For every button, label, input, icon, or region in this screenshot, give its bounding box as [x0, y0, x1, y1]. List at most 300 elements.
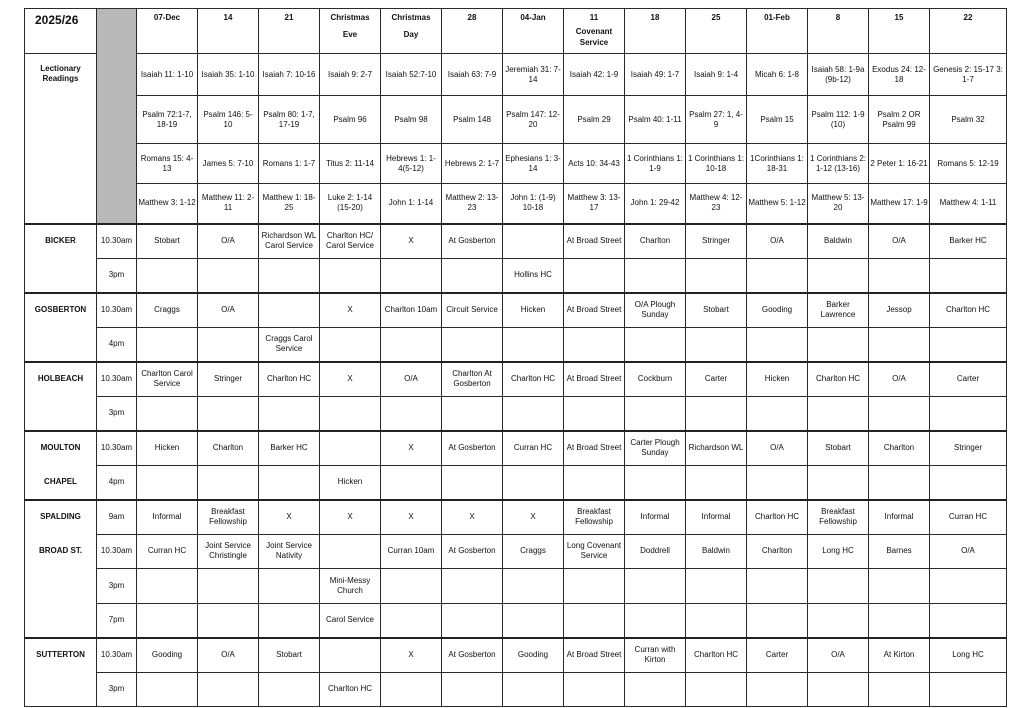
preacher-cell [625, 465, 686, 500]
preacher-cell [259, 672, 320, 707]
service-time: 7pm [97, 603, 137, 638]
reading-cell: John 1: (1-9) 10-18 [503, 184, 564, 224]
preacher-cell: Jessop [869, 293, 930, 328]
service-row [25, 431, 1007, 466]
preacher-cell: Stobart [686, 293, 747, 328]
preacher-cell: Charlton HC [686, 638, 747, 673]
preacher-cell: X [503, 500, 564, 535]
column-date: 01-Feb [764, 13, 790, 22]
preacher-cell [747, 258, 808, 293]
preacher-cell [564, 258, 625, 293]
preacher-cell: O/A [808, 638, 869, 673]
preacher-cell: Doddrell [625, 534, 686, 569]
preacher-cell: Joint Service Nativity [259, 534, 320, 569]
preacher-cell: X [381, 431, 442, 466]
preacher-cell [625, 603, 686, 638]
preacher-cell: Charlton Carol Service [137, 362, 198, 397]
preacher-cell: Charlton HC [747, 500, 808, 535]
preacher-cell [381, 465, 442, 500]
preacher-cell [686, 465, 747, 500]
preacher-cell [137, 603, 198, 638]
column-subtitle: Covenant Service [575, 27, 613, 47]
lectionary-row [25, 184, 1007, 224]
preacher-cell: Curran with Kirton [625, 638, 686, 673]
service-row [25, 258, 1007, 293]
preacher-cell: Stobart [808, 431, 869, 466]
church-name: GOSBERTON [25, 293, 97, 328]
reading-cell: Titus 2: 11-14 [320, 144, 381, 184]
preacher-cell [442, 569, 503, 604]
preacher-cell [686, 603, 747, 638]
column-header [808, 9, 869, 54]
reading-cell: Matthew 1: 18-25 [259, 184, 320, 224]
preacher-cell: X [381, 224, 442, 259]
preacher-cell [747, 603, 808, 638]
preacher-cell: O/A [747, 224, 808, 259]
preacher-cell [320, 396, 381, 431]
preacher-cell: O/A [198, 293, 259, 328]
preacher-cell: O/A [198, 638, 259, 673]
preacher-cell: Craggs [137, 293, 198, 328]
preacher-cell: Carter [686, 362, 747, 397]
preacher-cell: Curran 10am [381, 534, 442, 569]
service-row [25, 224, 1007, 259]
column-header [625, 9, 686, 54]
preacher-cell [503, 465, 564, 500]
preacher-cell [564, 672, 625, 707]
preacher-cell: At Broad Street [564, 224, 625, 259]
preacher-cell [747, 396, 808, 431]
church-name [25, 603, 97, 638]
column-date: 22 [963, 13, 973, 22]
preacher-cell: Breakfast Fellowship [808, 500, 869, 535]
reading-cell: James 5: 7-10 [198, 144, 259, 184]
preacher-cell [442, 603, 503, 638]
preacher-cell: Hollins HC [503, 258, 564, 293]
preacher-cell: O/A [198, 224, 259, 259]
preacher-cell: O/A Plough Sunday [625, 293, 686, 328]
preacher-cell: Charlton HC/ Carol Service [320, 224, 381, 259]
reading-cell: Isaiah 11: 1-10 [137, 54, 198, 96]
preacher-cell: Mini-Messy Church [320, 569, 381, 604]
preacher-cell: Richardson WL [686, 431, 747, 466]
preacher-cell [625, 258, 686, 293]
reading-cell: Psalm 72:1-7, 18-19 [137, 96, 198, 144]
preacher-cell: Stringer [686, 224, 747, 259]
church-name: HOLBEACH [25, 362, 97, 397]
reading-cell: 1 Corinthians 1: 1-9 [625, 144, 686, 184]
column-date: 25 [711, 13, 721, 22]
preacher-cell [747, 327, 808, 362]
column-date: 07-Dec [153, 13, 181, 22]
reading-cell: Psalm 29 [564, 96, 625, 144]
preacher-cell [198, 569, 259, 604]
column-date: Christmas [391, 13, 431, 22]
preacher-cell [137, 465, 198, 500]
preacher-cell: Barker HC [930, 224, 1007, 259]
preacher-cell [259, 465, 320, 500]
preacher-cell: O/A [930, 534, 1007, 569]
column-date: 18 [650, 13, 660, 22]
reading-cell: Matthew 4: 1-11 [930, 184, 1007, 224]
preacher-cell: Gooding [747, 293, 808, 328]
reading-cell: Hebrews 2: 1-7 [442, 144, 503, 184]
preacher-cell [686, 327, 747, 362]
preacher-cell [198, 603, 259, 638]
preacher-cell: Gooding [503, 638, 564, 673]
column-header [198, 9, 259, 54]
preacher-cell [259, 293, 320, 328]
reading-cell: Matthew 11: 2-11 [198, 184, 259, 224]
preacher-cell [381, 327, 442, 362]
preacher-cell: Barker HC [259, 431, 320, 466]
service-time: 10.30am [97, 293, 137, 328]
reading-cell: Matthew 5: 13-20 [808, 184, 869, 224]
preacher-cell [564, 465, 625, 500]
preacher-cell: Carter [747, 638, 808, 673]
service-time: 3pm [97, 569, 137, 604]
preacher-cell: X [259, 500, 320, 535]
reading-cell: Matthew 2: 13-23 [442, 184, 503, 224]
church-name [25, 672, 97, 707]
preacher-cell: Breakfast Fellowship [564, 500, 625, 535]
service-row [25, 569, 1007, 604]
preacher-cell: At Gosberton [442, 638, 503, 673]
preacher-cell: At Broad Street [564, 431, 625, 466]
preacher-cell [930, 258, 1007, 293]
reading-cell: 1 Corinthians 2: 1-12 (13-16) [808, 144, 869, 184]
service-time: 10.30am [97, 534, 137, 569]
reading-cell: Psalm 32 [930, 96, 1007, 144]
reading-cell: Matthew 3: 1-12 [137, 184, 198, 224]
preacher-cell [137, 258, 198, 293]
preacher-cell: O/A [381, 362, 442, 397]
column-header [686, 9, 747, 54]
preacher-cell [686, 569, 747, 604]
lectionary-row [25, 96, 1007, 144]
preacher-cell [930, 327, 1007, 362]
service-row [25, 327, 1007, 362]
reading-cell: Romans 1: 1-7 [259, 144, 320, 184]
preacher-cell: X [320, 362, 381, 397]
preacher-cell: X [320, 293, 381, 328]
reading-cell: Psalm 27: 1, 4-9 [686, 96, 747, 144]
preacher-cell [930, 396, 1007, 431]
preacher-cell [442, 258, 503, 293]
preacher-cell [564, 327, 625, 362]
church-name: BROAD ST. [25, 534, 97, 569]
preacher-cell: Charlton HC [503, 362, 564, 397]
preaching-plan [24, 8, 1007, 707]
grey-spacer [97, 9, 137, 224]
preacher-cell [747, 465, 808, 500]
reading-cell: Psalm 15 [747, 96, 808, 144]
preacher-cell: Hicken [503, 293, 564, 328]
preacher-cell: O/A [869, 362, 930, 397]
preacher-cell: X [381, 500, 442, 535]
reading-cell: Jeremiah 31: 7-14 [503, 54, 564, 96]
preacher-cell [869, 258, 930, 293]
preacher-cell [869, 327, 930, 362]
preacher-cell [686, 672, 747, 707]
preacher-cell: At Broad Street [564, 362, 625, 397]
preacher-cell [869, 465, 930, 500]
preacher-cell [381, 569, 442, 604]
preacher-cell: Curran HC [503, 431, 564, 466]
church-name [25, 569, 97, 604]
preacher-cell [747, 569, 808, 604]
preacher-cell: Baldwin [686, 534, 747, 569]
reading-cell: Matthew 5: 1-12 [747, 184, 808, 224]
preacher-cell: X [381, 638, 442, 673]
year-label: 2025/26 [25, 9, 97, 54]
column-header [381, 9, 442, 54]
service-time: 4pm [97, 327, 137, 362]
preacher-cell [137, 396, 198, 431]
column-header [137, 9, 198, 54]
preacher-cell [625, 569, 686, 604]
preacher-cell [320, 431, 381, 466]
column-date: 21 [284, 13, 294, 22]
preacher-cell [259, 603, 320, 638]
column-header [747, 9, 808, 54]
reading-cell: Psalm 96 [320, 96, 381, 144]
preacher-cell [869, 396, 930, 431]
preacher-cell: Stringer [198, 362, 259, 397]
preacher-cell [686, 396, 747, 431]
preacher-cell: Long HC [930, 638, 1007, 673]
church-name: BICKER [25, 224, 97, 259]
reading-cell: Romans 15: 4-13 [137, 144, 198, 184]
preacher-cell [503, 569, 564, 604]
reading-cell: Isaiah 58: 1-9a (9b-12) [808, 54, 869, 96]
preacher-cell: Hicken [320, 465, 381, 500]
preacher-cell: Charlton [198, 431, 259, 466]
preacher-cell [198, 672, 259, 707]
reading-cell: Psalm 80: 1-7, 17-19 [259, 96, 320, 144]
reading-cell: Matthew 3: 13-17 [564, 184, 625, 224]
lectionary-row [25, 144, 1007, 184]
reading-cell: Isaiah 9: 2-7 [320, 54, 381, 96]
reading-cell: 1 Corinthians 1: 10-18 [686, 144, 747, 184]
preacher-cell: Hicken [747, 362, 808, 397]
preacher-cell: Curran HC [930, 500, 1007, 535]
reading-cell: Isaiah 42: 1-9 [564, 54, 625, 96]
preacher-cell: Charlton HC [259, 362, 320, 397]
preacher-cell [808, 465, 869, 500]
preacher-cell: Gooding [137, 638, 198, 673]
preacher-cell [259, 569, 320, 604]
service-row [25, 465, 1007, 500]
header-row [25, 9, 1007, 54]
preacher-cell [930, 603, 1007, 638]
preacher-cell [442, 465, 503, 500]
service-time: 10.30am [97, 224, 137, 259]
preacher-cell [869, 569, 930, 604]
preacher-cell [503, 224, 564, 259]
preacher-cell: At Broad Street [564, 293, 625, 328]
reading-cell: Matthew 17: 1-9 [869, 184, 930, 224]
preacher-cell: Informal [625, 500, 686, 535]
service-row [25, 500, 1007, 535]
preacher-cell [808, 603, 869, 638]
column-date: Christmas [330, 13, 370, 22]
column-date: 11 [589, 13, 599, 22]
preacher-cell [381, 672, 442, 707]
preacher-cell: Craggs [503, 534, 564, 569]
preacher-cell: Charlton [625, 224, 686, 259]
reading-cell: Matthew 4: 12-23 [686, 184, 747, 224]
reading-cell: John 1: 1-14 [381, 184, 442, 224]
preacher-cell: Long Covenant Service [564, 534, 625, 569]
reading-cell: Isaiah 52:7-10 [381, 54, 442, 96]
preacher-cell: Informal [869, 500, 930, 535]
preacher-cell: Baldwin [808, 224, 869, 259]
lectionary-label: Lectionary Readings [25, 54, 97, 224]
column-header [259, 9, 320, 54]
preacher-cell [564, 569, 625, 604]
preacher-cell: Breakfast Fellowship [198, 500, 259, 535]
preacher-cell: Stobart [137, 224, 198, 259]
service-time: 10.30am [97, 638, 137, 673]
preacher-cell [686, 258, 747, 293]
preacher-cell: Charlton At Gosberton [442, 362, 503, 397]
preacher-cell: O/A [869, 224, 930, 259]
preacher-cell: At Broad Street [564, 638, 625, 673]
preacher-cell [564, 396, 625, 431]
preacher-cell: Carter [930, 362, 1007, 397]
preacher-cell [564, 603, 625, 638]
preacher-cell [930, 465, 1007, 500]
church-name: CHAPEL [25, 465, 97, 500]
preacher-cell [808, 396, 869, 431]
service-row [25, 362, 1007, 397]
service-row [25, 672, 1007, 707]
preacher-cell [808, 672, 869, 707]
preacher-cell: Informal [686, 500, 747, 535]
preacher-cell [808, 569, 869, 604]
preacher-cell: Richardson WL Carol Service [259, 224, 320, 259]
preacher-cell [869, 672, 930, 707]
preacher-cell [320, 534, 381, 569]
preacher-cell: Barnes [869, 534, 930, 569]
church-name: MOULTON [25, 431, 97, 466]
column-date: 15 [894, 13, 904, 22]
reading-cell: Isaiah 35: 1-10 [198, 54, 259, 96]
preacher-cell [198, 396, 259, 431]
column-header [503, 9, 564, 54]
reading-cell: 1Corinthians 1: 18-31 [747, 144, 808, 184]
reading-cell: John 1: 29-42 [625, 184, 686, 224]
preacher-cell [320, 327, 381, 362]
preacher-cell [503, 327, 564, 362]
column-date: 28 [467, 13, 477, 22]
church-name: SPALDING [25, 500, 97, 535]
preacher-cell [747, 672, 808, 707]
preacher-cell: Craggs Carol Service [259, 327, 320, 362]
preacher-cell: Charlton HC [808, 362, 869, 397]
reading-cell: Genesis 2: 15-17 3: 1-7 [930, 54, 1007, 96]
reading-cell: Isaiah 49: 1-7 [625, 54, 686, 96]
preacher-cell: O/A [747, 431, 808, 466]
column-date: 04-Jan [520, 13, 546, 22]
reading-cell: Psalm 148 [442, 96, 503, 144]
reading-cell: Psalm 146: 5-10 [198, 96, 259, 144]
preacher-cell [320, 258, 381, 293]
preacher-cell: X [320, 500, 381, 535]
preacher-cell [259, 258, 320, 293]
preacher-cell: Stringer [930, 431, 1007, 466]
service-time: 10.30am [97, 362, 137, 397]
column-header [869, 9, 930, 54]
column-header [442, 9, 503, 54]
preacher-cell: Charlton HC [320, 672, 381, 707]
reading-cell: Psalm 98 [381, 96, 442, 144]
preacher-cell [625, 672, 686, 707]
column-header [564, 9, 625, 54]
service-row [25, 603, 1007, 638]
preacher-cell: Charlton [747, 534, 808, 569]
reading-cell: Isaiah 9: 1-4 [686, 54, 747, 96]
reading-cell: Hebrews 1: 1-4(5-12) [381, 144, 442, 184]
preacher-cell [381, 258, 442, 293]
reading-cell: Ephesians 1: 3-14 [503, 144, 564, 184]
preacher-cell [381, 396, 442, 431]
reading-cell: Exodus 24: 12-18 [869, 54, 930, 96]
preacher-cell: X [442, 500, 503, 535]
preacher-cell: Cockburn [625, 362, 686, 397]
preacher-cell: Hicken [137, 431, 198, 466]
preacher-cell [808, 327, 869, 362]
service-row [25, 534, 1007, 569]
reading-cell: Isaiah 7: 10-16 [259, 54, 320, 96]
preacher-cell [198, 258, 259, 293]
preacher-cell [137, 672, 198, 707]
preacher-cell [625, 396, 686, 431]
preacher-cell [808, 258, 869, 293]
preaching-plan-table [24, 8, 1007, 707]
column-subtitle: Eve [342, 30, 358, 39]
service-time: 10.30am [97, 431, 137, 466]
preacher-cell [259, 396, 320, 431]
preacher-cell [930, 569, 1007, 604]
reading-cell: Psalm 112: 1-9 (10) [808, 96, 869, 144]
preacher-cell: At Kirton [869, 638, 930, 673]
preacher-cell [930, 672, 1007, 707]
preacher-cell [320, 638, 381, 673]
preacher-cell [503, 603, 564, 638]
reading-cell: Romans 5: 12-19 [930, 144, 1007, 184]
column-header [320, 9, 381, 54]
reading-cell: Luke 2: 1-14 (15-20) [320, 184, 381, 224]
preacher-cell [198, 465, 259, 500]
service-row [25, 396, 1007, 431]
column-date: 8 [835, 13, 841, 22]
preacher-cell [137, 569, 198, 604]
preacher-cell [442, 396, 503, 431]
preacher-cell [503, 672, 564, 707]
church-name: SUTTERTON [25, 638, 97, 673]
preacher-cell: Informal [137, 500, 198, 535]
preacher-cell: Charlton [869, 431, 930, 466]
lectionary-row [25, 54, 1007, 96]
preacher-cell: Charlton HC [930, 293, 1007, 328]
preacher-cell: Circuit Service [442, 293, 503, 328]
preacher-cell: At Gosberton [442, 431, 503, 466]
service-row [25, 293, 1007, 328]
preacher-cell: Barker Lawrence [808, 293, 869, 328]
preacher-cell: At Gosberton [442, 224, 503, 259]
